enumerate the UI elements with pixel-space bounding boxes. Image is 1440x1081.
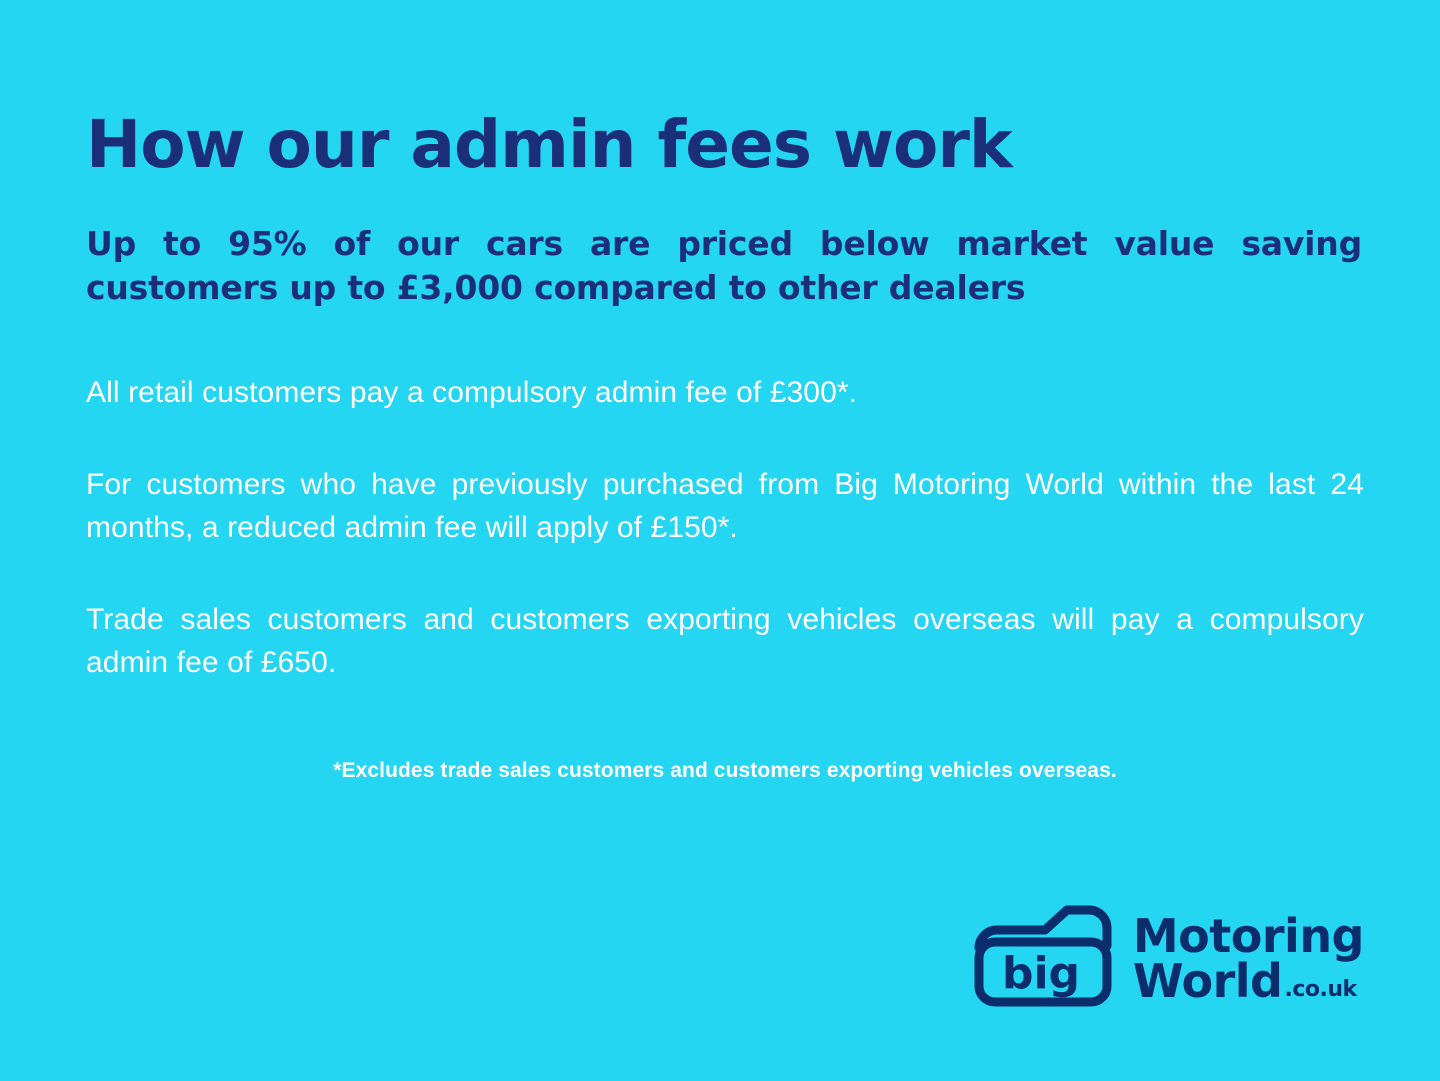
paragraph-returning-customer-fee: For customers who have previously purchased from Big Motoring World within the last 24 months, a reduced admin fee will apply of £150*.: [86, 467, 1364, 545]
brand-word-world: World: [1132, 953, 1283, 1008]
brand-logo: [971, 902, 1364, 1015]
paragraph-trade-export-fee: Trade sales customers and customers exporting vehicles overseas will pay a compulsory admin fee of £650.: [86, 602, 1364, 680]
svg-text:big: big: [1001, 948, 1080, 999]
brand-domain-suffix: .co.uk: [1284, 976, 1357, 1002]
brand-wordmark: [1132, 909, 1364, 1008]
brand-word-motoring: Motoring: [1132, 909, 1364, 964]
page-title: How our admin fees work: [86, 106, 1012, 183]
subheadline: Up to 95% of our cars are priced below market value saving customers up to £3,000 compared to other dealers: [86, 224, 1362, 307]
big-car-icon: [971, 902, 1123, 1015]
footnote: *Excludes trade sales customers and customers exporting vehicles overseas.: [333, 758, 1117, 782]
paragraph-retail-fee: All retail customers pay a compulsory admin fee of £300*.: [86, 376, 858, 410]
